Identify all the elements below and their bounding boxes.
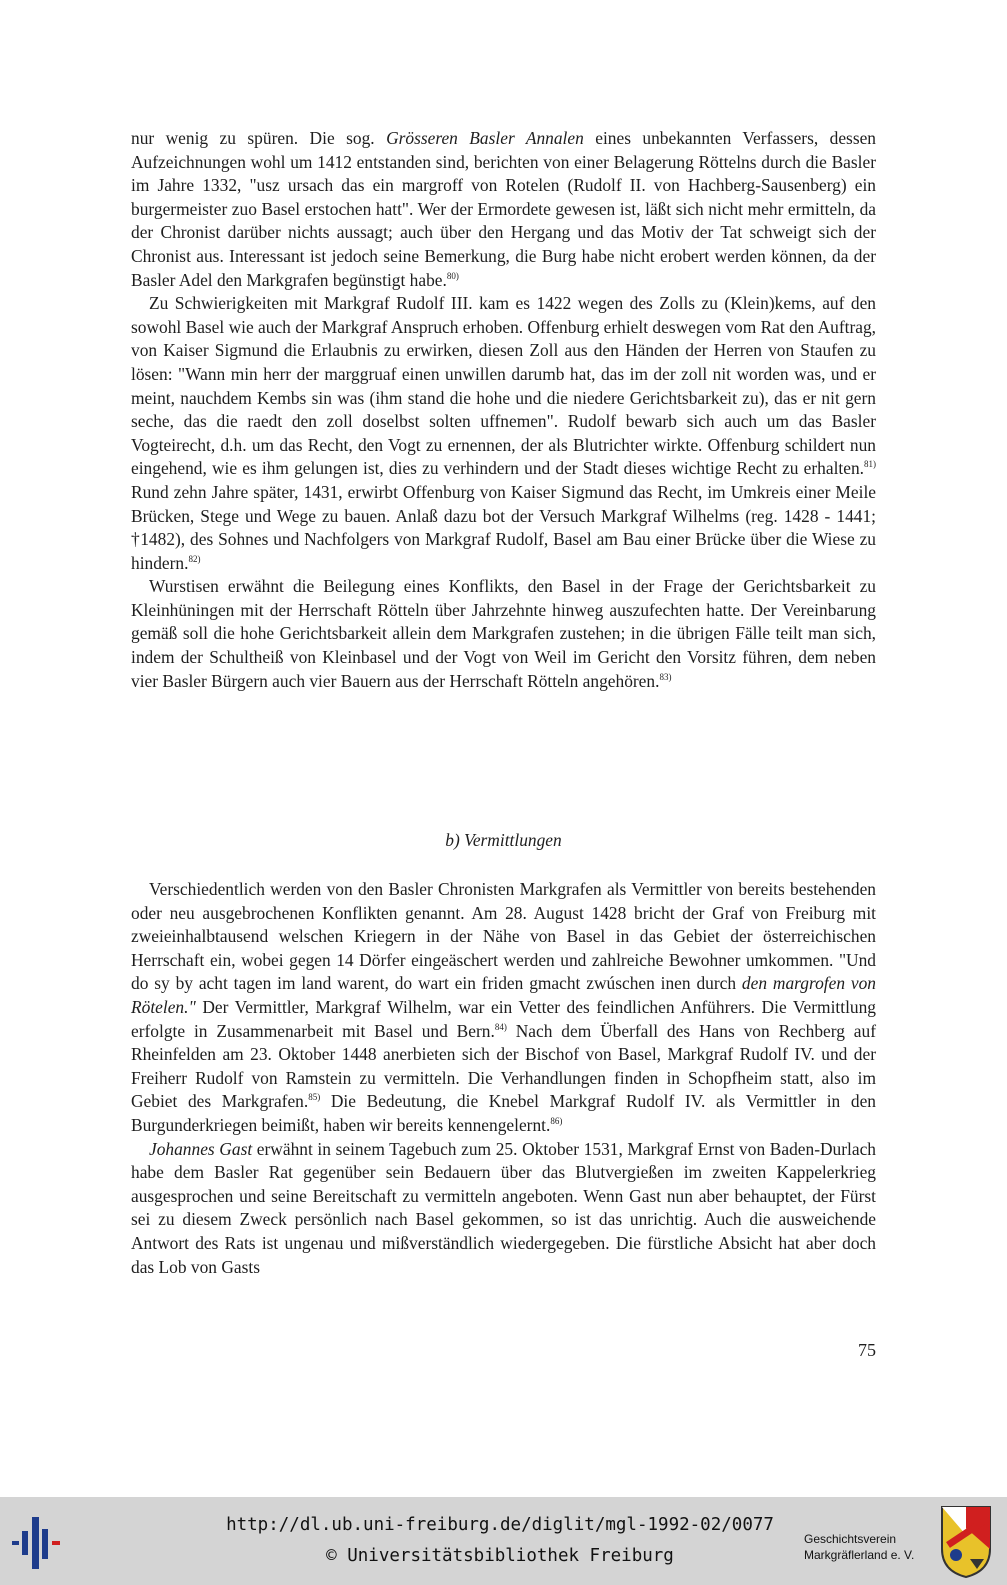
text-run: nur wenig zu spüren. Die sog. — [131, 128, 387, 148]
text-run: Nach dem Überfall des Hans von Rechberg auf Rheinfelden am 23. Oktober 1448 anerbieten sich der Bischof von Basel, Markgraf Rudolf IV. und der Freiherr Rudolf von Ramstein zu vermitteln. Die Verhandlungen finden in Schopfheim statt, also im Gebiet des Markgrafen. — [131, 1020, 876, 1112]
society-name-line-2: Markgräflerland e. V. — [804, 1548, 915, 1562]
paragraph — [131, 878, 876, 1138]
body-text-section-b — [131, 878, 876, 1279]
footnote-ref: 80) — [446, 270, 459, 281]
society-name-line-1: Geschichtsverein — [804, 1532, 897, 1546]
italic-text: Grösseren Basler Annalen — [386, 128, 584, 148]
text-run: Wurstisen erwähnt die Beilegung eines Konflikts, den Basel in der Frage der Gerichtsbarkeit zu Kleinhüningen mit der Herrschaft Rötteln über Jahrzehnte hinweg auszufechten hatte. Der Vereinbarung gemäß soll die hohe Gerichtsbarkeit allein dem Markgrafen zustehen; in die übrigen Fälle teilt man sich, indem der Schultheiß von Kleinbasel und der Vogt von Weil im Gericht den Vorsitz führen, dem neben vier Basler Bürgern auch vier Bauern aus der Herrschaft Rötteln angehören. — [131, 576, 876, 691]
society-crest-icon[interactable] — [940, 1505, 992, 1579]
text-run: Der Vermittler, Markgraf Wilhelm, war ein Vetter des feindlichen Anführers. Die Vermittlung erfolgte in Zusammenarbeit mit Basel und Bern. — [131, 996, 876, 1041]
section-heading: b) Vermittlungen — [445, 830, 562, 850]
body-text-section-a — [131, 127, 876, 693]
paragraph — [131, 1138, 876, 1280]
page-number: 75 — [858, 1340, 876, 1360]
paragraph — [131, 575, 876, 693]
footnote-ref: 85) — [308, 1092, 321, 1103]
footer-copyright: © Universitätsbibliothek Freiburg — [326, 1546, 674, 1566]
ub-freiburg-logo-icon[interactable] — [12, 1517, 66, 1569]
text-run: Zu Schwierigkeiten mit Markgraf Rudolf III. kam es 1422 wegen des Zolls zu (Klein)kems, auf den sowohl Basel wie auch der Markgraf Anspruch erhoben. Offenburg erhielt deswegen vom Rat den Auftrag, von Kaiser Sigmund die Erlaubnis zu erwirken, diesen Zoll aus den Händen der Herren von Staufen zu lösen: "Wann min herr der marggruaf einen unwillen darumb hat, das im der zoll nit worden was, und er meint, nauchdem Kembs sin was (ihm stand die hohe und die niedere Gerichtsbarkeit zu), das er nit gern seche, das die raedt den zoll doselbst solten uffnemen". Rudolf bewarb sich auch um das Basler Vogteirecht, d.h. um das Recht, den Vogt zu ernennen, der als Blutrichter wirkte. Offenburg schildert nun eingehend, wie es ihm gelungen ist, dies zu verhindern und der Stadt dieses wichtige Recht zu erhalten. — [131, 293, 877, 479]
footer-url-link[interactable]: http://dl.ub.uni-freiburg.de/diglit/mgl-1992-02/0077 — [226, 1515, 774, 1535]
text-run: erwähnt in seinem Tagebuch zum 25. Oktober 1531, Markgraf Ernst von Baden-Durlach habe dem Basler Rat gegenüber sein Bedauern über das Blutvergießen im zweiten Kappelerkrieg ausgesprochen und seine Bereitschaft zu vermitteln angeboten. Wenn Gast nun aber behauptet, der Fürst sei zu diesem Zweck persönlich nach Basel gekommen, so ist das unrichtig. Auch die ausweichende Antwort des Rats ist ungenau und mißverständlich wiedergegeben. Die fürstliche Absicht hat aber doch das Lob von Gasts — [131, 1138, 877, 1277]
italic-text: den margrofen von Rötelen." — [131, 973, 876, 1017]
footnote-ref: 86) — [550, 1115, 563, 1126]
footnote-ref: 81) — [864, 459, 876, 470]
text-run: Rund zehn Jahre später, 1431, erwirbt Offenburg von Kaiser Sigmund das Recht, im Umkreis einer Meile Brücken, Stege und Wege zu bauen. Anlaß dazu bot der Versuch Markgraf Wilhelms (reg. 1428 - 1441; †1482), des Sohnes und Nachfolgers von Markgraf Rudolf, Basel am Bau einer Brücke über die Wiese zu hindern. — [131, 481, 876, 573]
text-run: Verschiedentlich werden von den Basler Chronisten Markgrafen als Vermittler von bereits bestehenden oder neu ausgebrochenen Konflikten genannt. Am 28. August 1428 bricht der Graf von Freiburg mit zweieinhalbtausend welschen Kriegern in der Nähe von Basel in das Gebiet der österreichischen Herrschaft ein, wobei gegen 14 Dörfer eingeäschert werden und zahlreiche Bewohner umkommen. "Und do sy by acht tagen im land warent, do wart ein friden gmacht zwúschen inen durch — [131, 879, 876, 994]
footnote-ref: 83) — [659, 671, 672, 682]
footer-bar — [0, 1497, 1007, 1585]
text-run: eines unbekannten Verfassers, dessen Aufzeichnungen wohl um 1412 entstanden sind, berichten von einer Belagerung Röttelns durch die Basler im Jahre 1332, "usz ursach das ein margroff von Rotelen (Rudolf II. von Hachberg-Sausenberg) ein burgermeister zuo Basel erstochen hatt". Wer der Ermordete gewesen ist, läßt sich nicht mehr ermitteln, da der Chronist darüber nichts aussagt; auch über den Hergang und das Motiv der Tat schweigt sich der Chronist aus. Interessant ist jedoch seine Bemerkung, die Burg habe nicht erobert werden können, da der Basler Adel den Markgrafen begünstigt habe. — [131, 128, 876, 290]
italic-text: Johannes Gast — [149, 1138, 253, 1159]
text-run: Die Bedeutung, die Knebel Markgraf Rudolf IV. als Vermittler in den Burgunderkriegen beimißt, haben wir bereits kennengelernt. — [131, 1091, 876, 1135]
paragraph — [131, 292, 876, 575]
footnote-ref: 82) — [188, 553, 201, 564]
footnote-ref: 84) — [494, 1021, 507, 1032]
paragraph — [131, 127, 876, 292]
society-name — [804, 1531, 934, 1563]
